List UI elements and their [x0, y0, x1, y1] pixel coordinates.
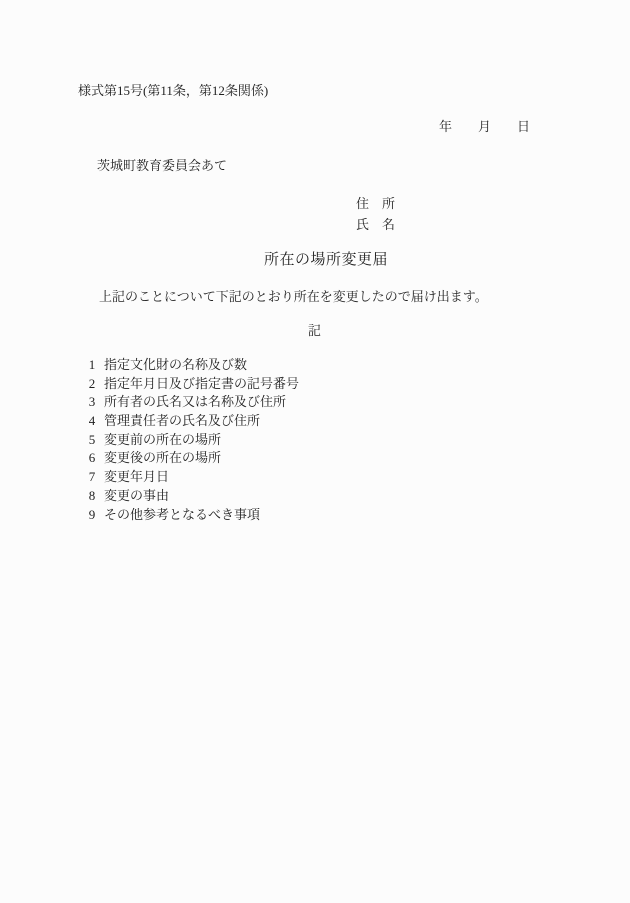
item-text: 変更後の所在の場所	[104, 450, 222, 466]
record-label: 記	[308, 323, 322, 338]
list-item	[86, 449, 299, 468]
item-number: 2	[88, 375, 96, 391]
list-item	[86, 506, 299, 525]
item-text: 指定年月日及び指定書の記号番号	[104, 375, 300, 391]
list-item	[86, 393, 299, 412]
item-number: 7	[88, 469, 96, 485]
item-number: 9	[88, 506, 96, 522]
item-number: 6	[88, 450, 96, 466]
name-label: 氏 名	[356, 217, 396, 232]
list-item	[86, 431, 299, 450]
item-text: 管理責任者の氏名及び住所	[104, 413, 261, 429]
item-list	[86, 356, 299, 524]
list-item	[86, 412, 299, 431]
item-text: 変更の事由	[104, 487, 170, 503]
item-text: 指定文化財の名称及び数	[104, 357, 248, 372]
item-text: 変更年月日	[104, 469, 170, 485]
item-number: 5	[88, 431, 96, 447]
item-number: 3	[88, 394, 96, 410]
list-item	[86, 356, 299, 375]
item-number: 4	[88, 413, 96, 429]
addressee: 茨城町教育委員会あて	[97, 158, 228, 173]
list-item	[86, 487, 299, 506]
body-text: 上記のことについて下記のとおり所在を変更したので届け出ます。	[99, 289, 488, 304]
item-text: その他参考となるべき事項	[104, 506, 261, 522]
list-item	[86, 375, 299, 394]
item-number: 8	[88, 487, 96, 503]
document-title: 所在の場所変更届	[264, 252, 389, 268]
item-text: 所有者の氏名又は名称及び住所	[104, 394, 287, 410]
date-line: 年 月 日	[439, 119, 531, 134]
address-label: 住 所	[356, 196, 396, 211]
item-number: 1	[88, 357, 96, 372]
form-number: 様式第15号(第11条，第12条関係)	[78, 83, 269, 98]
item-text: 変更前の所在の場所	[104, 431, 222, 447]
list-item	[86, 468, 299, 487]
